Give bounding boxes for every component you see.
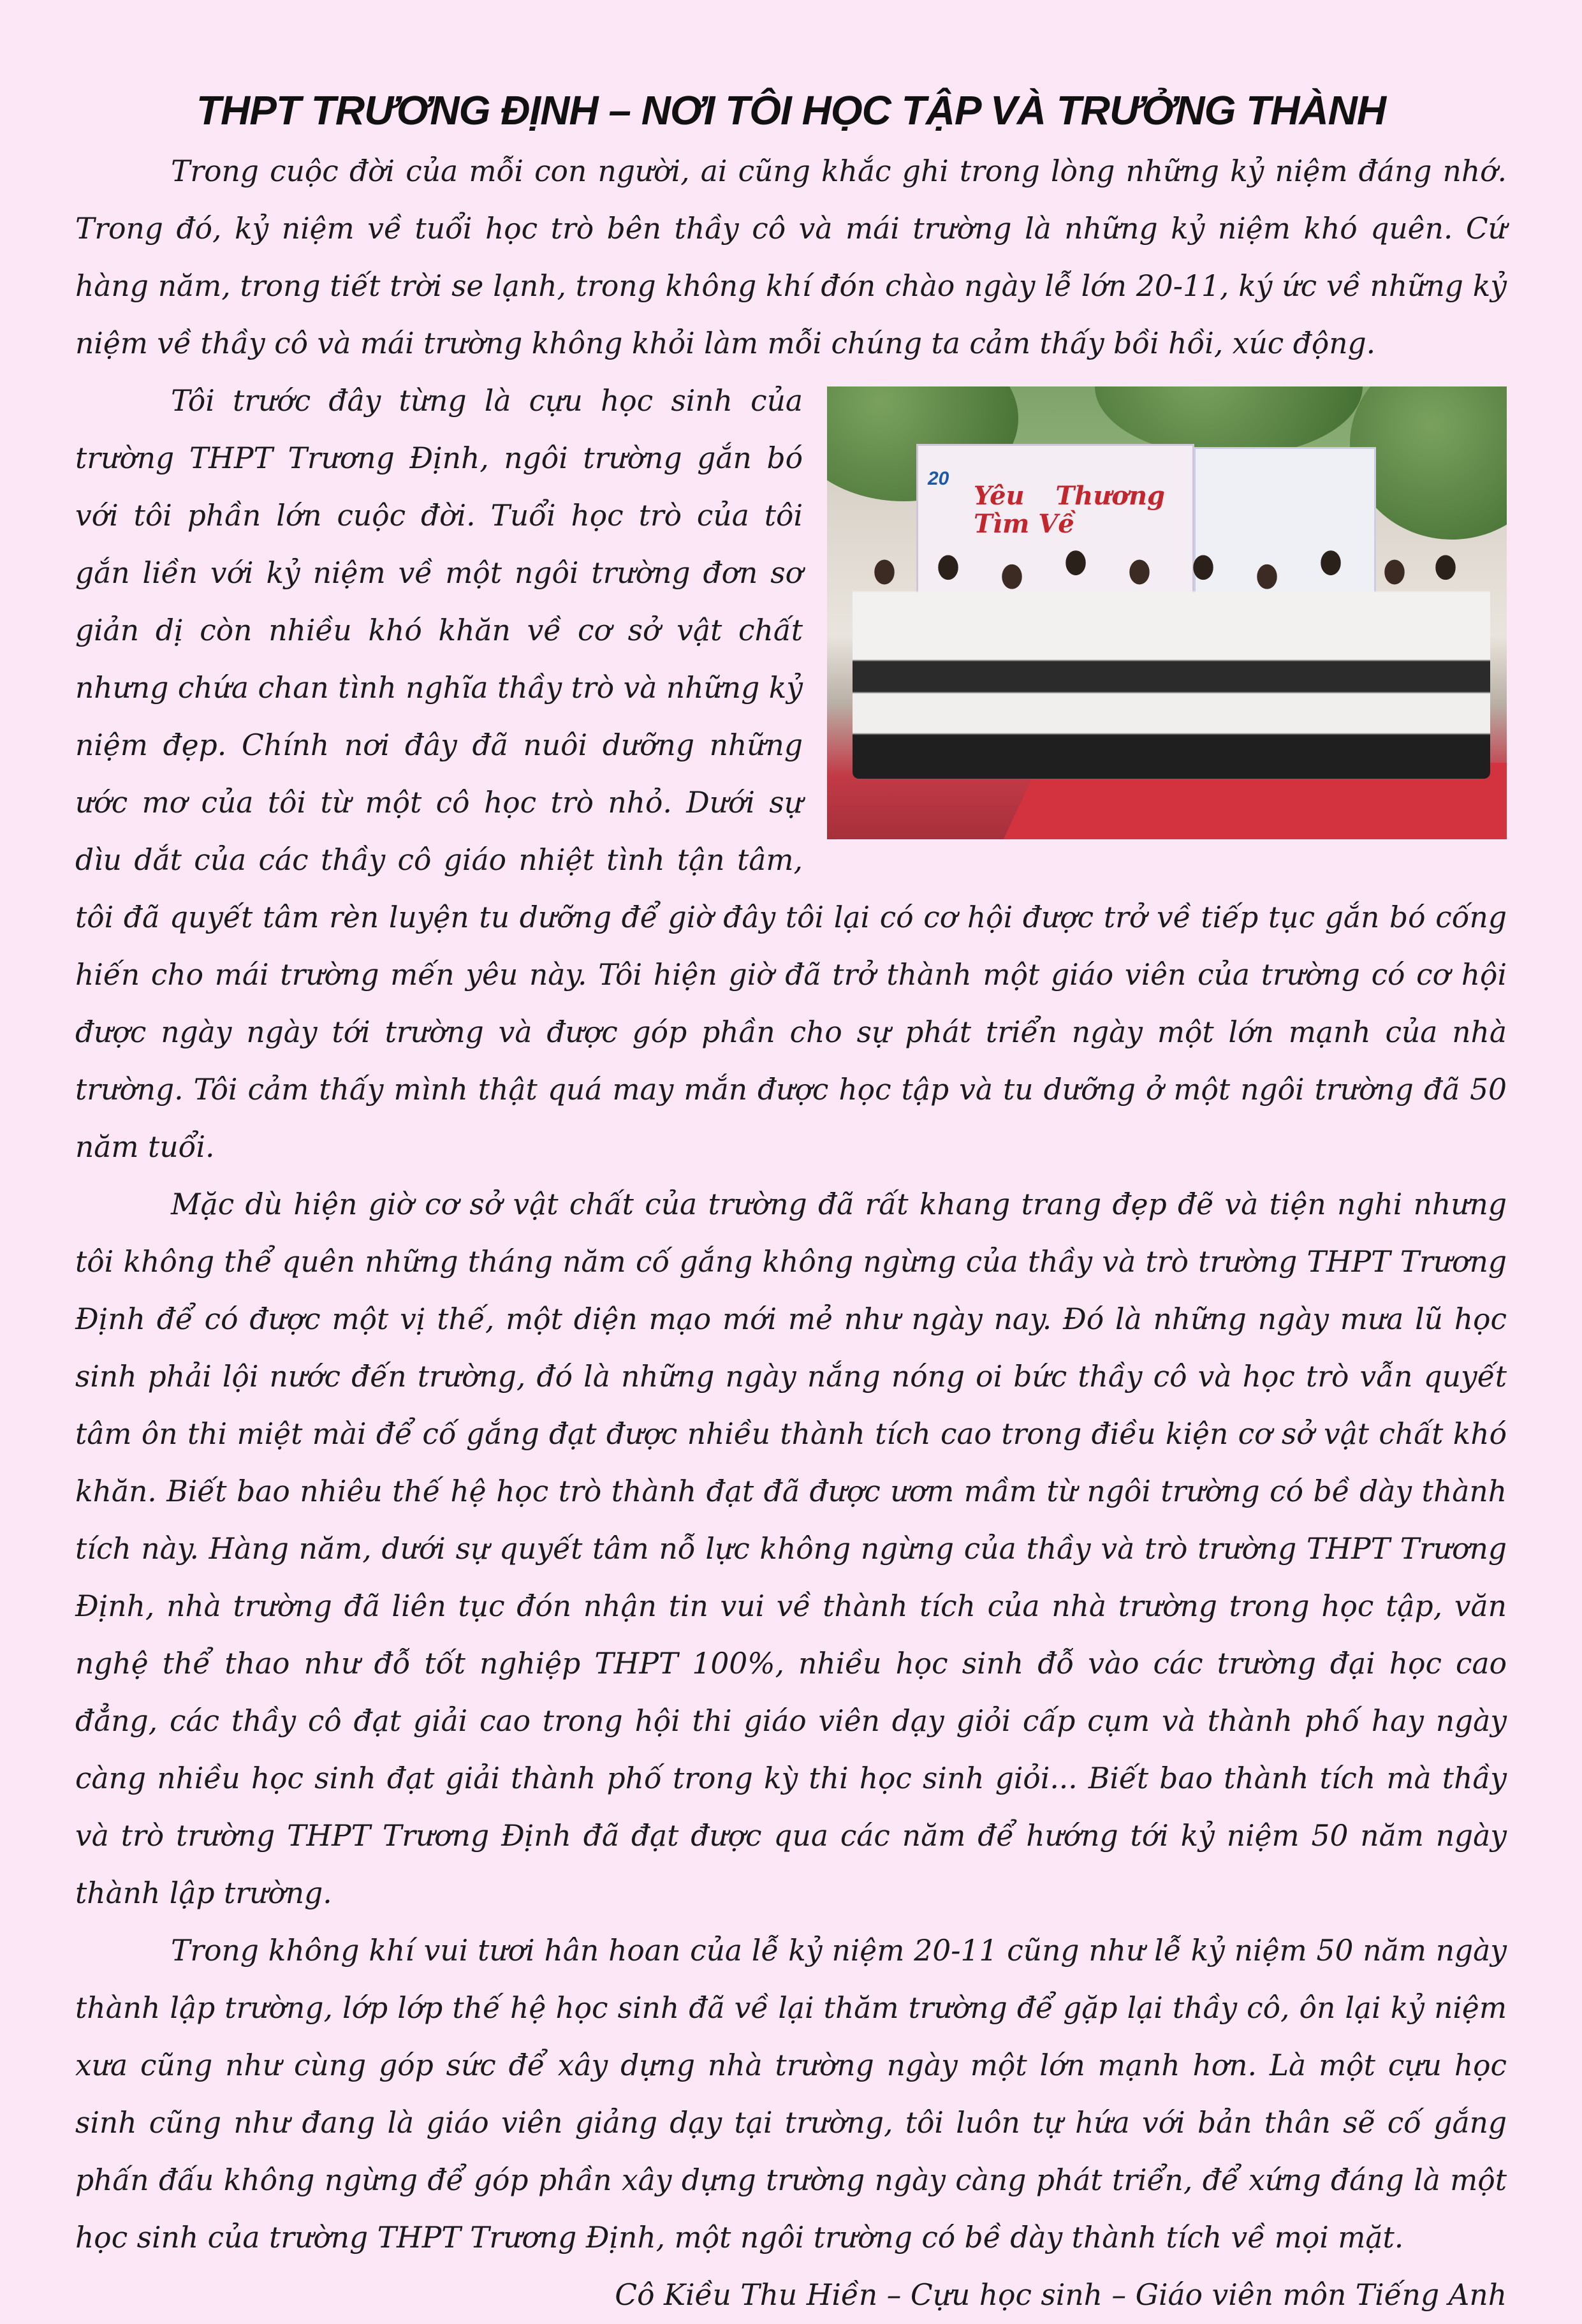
banner-number: 20	[928, 468, 949, 489]
paragraph-3: Mặc dù hiện giờ cơ sở vật chất của trường đã rất khang trang đẹp đẽ và tiện nghi nhưng tôi không thể quên những tháng năm cố gắng không ngừng của thầy và trò trường THPT Trương Định để có được một vị thế, một diện mạo mới mẻ như ngày nay. Đó là những ngày mưa lũ học sinh phải lội nước đến trường, đó là những ngày nắng nóng oi bức thầy cô và học trò vẫn quyết tâm ôn thi miệt mài để cố gắng đạt được nhiều thành tích cao trong điều kiện cơ sở vật chất khó khăn. Biết bao nhiêu thế hệ học trò thành đạt đã được ươm mầm từ ngôi trường có bề dày thành tích này. Hàng năm, dưới sự quyết tâm nỗ lực không ngừng của thầy và trò trường THPT Trương Định, nhà trường đã liên tục đón nhận tin vui về thành tích của nhà trường trong học tập, văn nghệ thể thao như đỗ tốt nghiệp THPT 100%, nhiều học sinh đỗ vào các trường đại học cao đẳng, các thầy cô đạt giải cao trong hội thi giáo viên dạy giỏi cấp cụm và thành phố hay ngày càng nhiều học sinh đạt giải thành phố trong kỳ thi học sinh giỏi... Biết bao thành tích mà thầy và trò trường THPT Trương Định đã đạt được qua các năm để hướng tới kỷ niệm 50 năm ngày thành lập trường.	[75, 1188, 1507, 1910]
group-of-people	[853, 549, 1490, 779]
author-signature: Cô Kiều Thu Hiền – Cựu học sinh – Giáo viên môn Tiếng Anh	[615, 2278, 1507, 2312]
paragraph-4: Trong không khí vui tươi hân hoan của lễ kỷ niệm 20-11 cũng như lễ kỷ niệm 50 năm ngày thành lập trường, lớp lớp thế hệ học sinh đã về lại thăm trường để gặp lại thầy cô, ôn lại kỷ niệm xưa cũng như cùng góp sức để xây dựng nhà trường ngày một lớn mạnh hơn. Là một cựu học sinh cũng như đang là giáo viên giảng dạy tại trường, tôi luôn tự hứa với bản thân sẽ cố gắng phấn đấu không ngừng để góp phần xây dựng trường ngày càng phát triển, để xứng đáng là một học sinh của trường THPT Trương Định, một ngôi trường có bề dày thành tích về mọi mặt.	[75, 1934, 1507, 2254]
banner-slogan: Yêu Thương Tìm Về	[974, 481, 1165, 539]
article-body	[75, 143, 1507, 2267]
paragraph-1: Trong cuộc đời của mỗi con người, ai cũng khắc ghi trong lòng những kỷ niệm đáng nhớ. Trong đó, kỷ niệm về tuổi học trò bên thầy cô và mái trường là những kỷ niệm khó quên. Cứ hàng năm, trong tiết trời se lạnh, trong không khí đón chào ngày lễ lớn 20-11, ký ức về những kỷ niệm về thầy cô và mái trường không khỏi làm mỗi chúng ta cảm thấy bồi hồi, xúc động.	[75, 154, 1507, 360]
class-reunion-photo	[827, 386, 1507, 839]
article-title: THPT TRƯƠNG ĐỊNH – NƠI TÔI HỌC TẬP VÀ TRƯỞNG THÀNH	[196, 87, 1386, 133]
paragraph-2: Tôi trước đây từng là cựu học sinh của trường THPT Trương Định, ngôi trường gắn bó với tôi phần lớn cuộc đời. Tuổi học trò của tôi gắn liền với kỷ niệm về một ngôi trường đơn sơ giản dị còn nhiều khó khăn về cơ sở vật chất nhưng chứa chan tình nghĩa thầy trò và những kỷ niệm đẹp. Chính nơi đây đã nuôi dưỡng những ước mơ của tôi từ một cô học trò nhỏ. Dưới sự dìu dắt của các thầy cô giáo nhiệt tình tận tâm, tôi đã quyết tâm rèn luyện tu dưỡng để giờ đây tôi lại có cơ hội được trở về tiếp tục gắn bó cống hiến cho mái trường mến yêu này. Tôi hiện giờ đã trở thành một giáo viên của trường có cơ hội được ngày ngày tới trường và được góp phần cho sự phát triển ngày một lớn mạnh của nhà trường. Tôi cảm thấy mình thật quá may mắn được học tập và tu dưỡng ở một ngôi trường đã 50 năm tuổi.	[75, 384, 1507, 1164]
